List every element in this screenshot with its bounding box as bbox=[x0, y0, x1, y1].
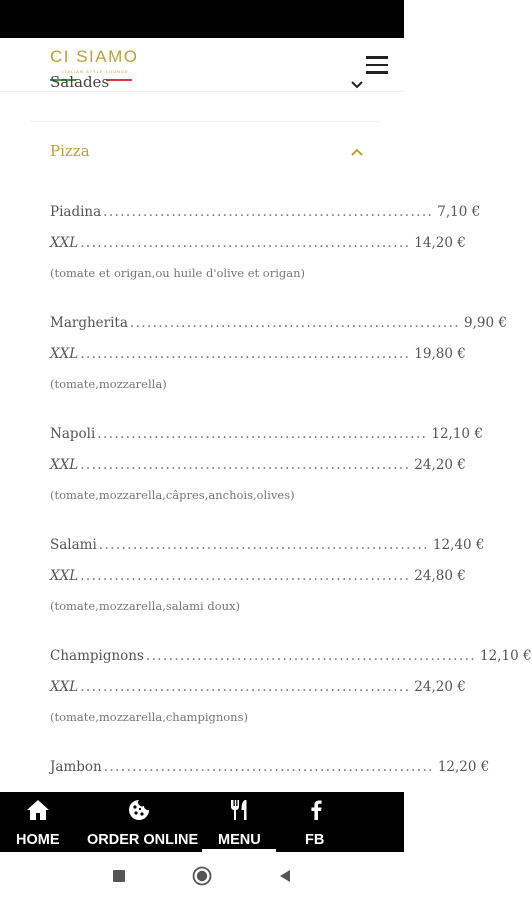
dot-leader: .......................................................... bbox=[145, 648, 477, 664]
menu-content bbox=[0, 73, 532, 792]
item-name: Napoli bbox=[50, 426, 96, 442]
menu-item-row bbox=[50, 426, 483, 446]
accordion-pizza[interactable] bbox=[30, 132, 380, 172]
android-nav-bar bbox=[0, 852, 404, 900]
menu-item-row bbox=[50, 648, 532, 668]
item-price: 12,10 € bbox=[431, 426, 483, 442]
utensils-icon bbox=[228, 798, 252, 822]
accordion-salades[interactable] bbox=[30, 73, 380, 122]
dot-leader: .......................................................... bbox=[80, 679, 411, 695]
tab-menu-label: MENU bbox=[218, 832, 261, 848]
status-bar bbox=[0, 0, 404, 38]
back-button-icon[interactable] bbox=[278, 869, 292, 883]
item-description: (tomate,mozzarella) bbox=[50, 377, 167, 391]
chevron-down-icon bbox=[350, 77, 364, 91]
item-price: 12,20 € bbox=[437, 759, 490, 775]
menu-item-xxl-row bbox=[50, 235, 466, 255]
tab-home[interactable] bbox=[8, 792, 68, 852]
item-xxl-label: XXL bbox=[50, 235, 79, 251]
dot-leader: .......................................................... bbox=[103, 759, 434, 775]
logo-subtitle: ITALIAN STYLE LOUNGE bbox=[62, 69, 129, 74]
item-xxl-price: 24,20 € bbox=[414, 457, 466, 473]
menu-item bbox=[50, 648, 532, 759]
item-description: (tomate,mozzarella,salami doux) bbox=[50, 599, 241, 613]
item-xxl-label: XXL bbox=[50, 346, 79, 362]
cookie-icon bbox=[127, 798, 151, 822]
menu-item-row bbox=[50, 759, 490, 779]
bottom-tab-bar bbox=[0, 792, 404, 852]
item-price: 9,90 € bbox=[464, 315, 507, 331]
tab-order-online[interactable] bbox=[84, 792, 199, 852]
home-icon bbox=[26, 798, 50, 822]
dot-leader: .......................................................... bbox=[80, 568, 411, 584]
dot-leader: .......................................................... bbox=[97, 426, 428, 442]
menu-item-row bbox=[50, 204, 481, 224]
dot-leader: .......................................................... bbox=[80, 235, 411, 251]
menu-item-xxl-row bbox=[50, 679, 466, 699]
menu-item-row bbox=[50, 537, 485, 557]
item-xxl-label: XXL bbox=[50, 679, 79, 695]
tab-fb-label: FB bbox=[305, 832, 325, 848]
chevron-up-icon bbox=[350, 145, 364, 159]
item-name: Piadina bbox=[50, 204, 102, 220]
menu-item-xxl-row bbox=[50, 457, 466, 477]
pizza-list bbox=[50, 204, 532, 870]
item-name: Jambon bbox=[50, 759, 102, 775]
recents-button-icon[interactable] bbox=[112, 869, 126, 883]
dot-leader: .......................................................... bbox=[103, 204, 434, 220]
tab-home-label: HOME bbox=[16, 832, 60, 848]
facebook-icon bbox=[304, 798, 328, 822]
item-xxl-price: 14,20 € bbox=[414, 235, 466, 251]
item-price: 7,10 € bbox=[437, 204, 481, 220]
menu-item bbox=[50, 315, 507, 426]
item-name: Champignons bbox=[50, 648, 144, 664]
item-xxl-price: 24,80 € bbox=[414, 568, 466, 584]
item-description: (tomate et origan,ou huile d'olive et origan) bbox=[50, 266, 306, 280]
logo-title: CI SIAMO bbox=[50, 47, 139, 66]
home-button-icon[interactable] bbox=[192, 866, 212, 886]
item-description: (tomate,mozzarella,champignons) bbox=[50, 710, 248, 724]
dot-leader: .......................................................... bbox=[80, 346, 411, 362]
tab-menu[interactable] bbox=[202, 792, 276, 852]
accordion-pizza-label: Pizza bbox=[50, 142, 90, 160]
tab-order-online-label: ORDER ONLINE bbox=[87, 832, 199, 848]
menu-item bbox=[50, 426, 483, 537]
item-xxl-price: 19,80 € bbox=[414, 346, 466, 362]
dot-leader: .......................................................... bbox=[129, 315, 460, 331]
menu-item-xxl-row bbox=[50, 568, 466, 588]
item-xxl-label: XXL bbox=[50, 457, 79, 473]
item-xxl-price: 24,20 € bbox=[414, 679, 466, 695]
item-description: (tomate,mozzarella,câpres,anchois,olives) bbox=[50, 488, 295, 502]
dot-leader: .......................................................... bbox=[98, 537, 429, 553]
item-price: 12,40 € bbox=[432, 537, 485, 553]
item-name: Margherita bbox=[50, 315, 128, 331]
accordion-salades-label: Salades bbox=[50, 73, 110, 91]
item-xxl-label: XXL bbox=[50, 568, 79, 584]
menu-item-xxl-row bbox=[50, 346, 466, 366]
tab-fb[interactable] bbox=[296, 792, 336, 852]
menu-item bbox=[50, 204, 481, 315]
item-name: Salami bbox=[50, 537, 97, 553]
menu-item-row bbox=[50, 315, 507, 335]
hamburger-menu-icon[interactable] bbox=[366, 56, 388, 74]
dot-leader: .......................................................... bbox=[80, 457, 411, 473]
item-price: 12,10 € bbox=[480, 648, 532, 664]
menu-item bbox=[50, 537, 485, 648]
